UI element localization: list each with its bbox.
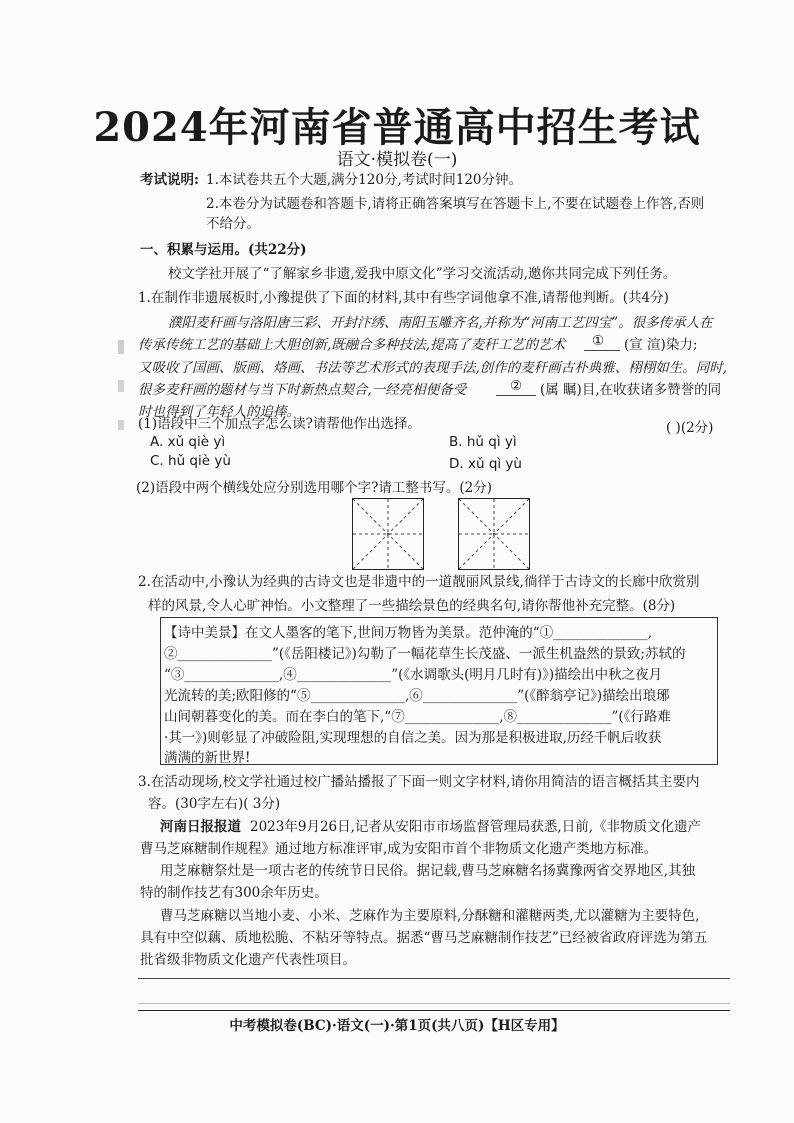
- poem-line[interactable]: “③______________,④______________”(《水调歌头(明月几时有)》)描绘出中秋之夜月: [164, 667, 663, 683]
- q1-option-d: D. xǔ qì yù: [449, 456, 522, 472]
- instruction-item-1: 1.本试卷共五个大题,满分120分,考试时间120分钟。: [206, 172, 522, 188]
- answer-line[interactable]: [138, 1003, 730, 1004]
- q1-option-c: C. hǔ qiè yù: [150, 453, 231, 469]
- q1-passage-line: 很多麦秆画的题材与当下时新热点契合,一经亮相便备受: [138, 382, 467, 398]
- section-heading: 一、积累与运用。(共22分): [140, 242, 307, 258]
- news-line: 曹马芝麻糖以当地小麦、小米、芝麻作为主要原料,分酥糖和灌糖两类,尤以灌糖为主要特色,: [160, 908, 700, 924]
- q1-blank-2-underline: [496, 395, 536, 396]
- q1-passage-line: 又吸收了国画、版画、烙画、书法等艺术形式的表现手法,创作的麦秆画古朴典雅、栩栩如生。同时,: [138, 360, 728, 376]
- instruction-item-2: 2.本卷分为试题卷和答题卡,请将正确答案填写在答题卡上,不要在试题卷上作答,否则: [206, 196, 705, 212]
- poem-line[interactable]: 【诗中美景】在文人墨客的笔下,世间万物皆为美景。范仲淹的“①______________,: [164, 625, 652, 641]
- q2-stem: 2.在活动中,小豫认为经典的古诗文也是非遗中的一道靓丽风景线,徜徉于古诗文的长廊中欣赏别: [138, 574, 700, 590]
- q1-blank-2: ②: [510, 378, 523, 394]
- instruction-item-2-cont: 不给分。: [206, 216, 260, 232]
- news-line: 具有中空似藕、质地松脆、不粘牙等特点。据悉“曹马芝麻糖制作技艺”已经被省政府评选为第五: [140, 930, 708, 946]
- q1-blank-1-options: (宣 渲)染力;: [624, 337, 698, 353]
- news-lead: 河南日报报道: [160, 819, 241, 835]
- margin-mark: [118, 340, 124, 354]
- exam-title: 2024年河南省普通高中招生考试: [93, 104, 701, 151]
- q3-stem-cont: 容。(30字左右)( 3分): [148, 796, 281, 812]
- q1-option-b: B. hǔ qì yì: [449, 434, 517, 450]
- writing-grid-box-2[interactable]: [458, 498, 530, 570]
- poem-line[interactable]: 山间朝暮变化的美。而在李白的笔下,“⑦______________,⑧______________”(《行路难: [164, 709, 671, 725]
- exam-subtitle: 语文·模拟卷(一): [336, 150, 458, 170]
- news-line: 特的制作技艺有300余年历史。: [140, 885, 328, 901]
- q1-sub2: (2)语段中两个横线处应分别选用哪个字?请工整书写。(2分): [136, 480, 492, 496]
- q1-blank-1-underline: [584, 350, 620, 351]
- news-line: 2023年9月26日,记者从安阳市市场监督管理局获悉,日前,《非物质文化遗产: [250, 819, 701, 835]
- poem-line[interactable]: ②______________”(《岳阳楼记》)勾勒了一幅花草生长茂盛、一派生机盎然的景致;苏轼的: [164, 646, 686, 662]
- news-line: 批省级非物质文化遗产代表性项目。: [140, 952, 356, 968]
- instructions-label: 考试说明:: [140, 172, 199, 188]
- q3-stem: 3.在活动现场,校文学社通过校广播站播报了下面一则文字材料,请你用简洁的语言概括其主要内: [138, 774, 700, 790]
- q1-blank-1: ①: [592, 333, 605, 349]
- writing-grid-box-1[interactable]: [352, 498, 424, 570]
- q1-option-a: A. xǔ qiè yì: [150, 434, 226, 450]
- section-intro: 校文学社开展了“了解家乡非遗,爱我中原文化”学习交流活动,邀你共同完成下列任务。: [168, 266, 677, 282]
- margin-mark: [118, 380, 124, 392]
- poem-line: 满满的新世界!: [164, 750, 251, 766]
- margin-mark: [118, 420, 124, 430]
- q1-passage-line: 濮阳麦秆画与洛阳唐三彩、开封汴绣、南阳玉雕齐名,并称为“河南工艺四宝”。很多传承人在: [168, 315, 713, 331]
- news-line: 曹马芝麻糖制作规程》通过地方标准评审,成为安阳市首个非物质文化遗产类地方标准。: [140, 841, 658, 857]
- q1-stem: 1.在制作非遗展板时,小豫提供了下面的材料,其中有些字词他拿不准,请帮他判断。(共4分): [138, 290, 669, 306]
- page-footer: 中考模拟卷(BC)·语文(一)·第1页(共八页)【H区专用】: [229, 1018, 565, 1034]
- q1-blank-2-options: (属 瞩)目,在收获诸多赞誉的同: [540, 382, 722, 398]
- poem-line[interactable]: 光流转的美;欧阳修的“⑤______________,⑥______________”(《醉翁亭记》)描绘出琅琊: [164, 688, 670, 704]
- q2-stem-cont: 样的风景,令人心旷神怡。小文整理了一些描绘景色的经典名句,请你帮他补充完整。(8分): [148, 598, 676, 614]
- q1-passage-line: 传承传统工艺的基础上大胆创新,既融合多种技法,提高了麦秆工艺的艺术: [138, 337, 566, 353]
- poem-line: ·其一》)则彰显了冲破险阻,实现理想的自信之美。因为那是积极进取,历经千帆后收获: [164, 730, 662, 746]
- q1-sub1-answer-slot: ( )(2分): [666, 420, 714, 436]
- news-line: 用芝麻糖祭灶是一项古老的传统节日民俗。据记载,曹马芝麻糖名扬冀豫两省交界地区,其独: [160, 863, 696, 879]
- q1-sub1: (1)语段中三个加点字怎么读?请帮他作出选择。: [138, 416, 421, 432]
- answer-line[interactable]: [138, 978, 730, 979]
- q1-passage-line: 时也得到了年轻人的追捧。: [138, 404, 300, 420]
- footer-rule: [138, 1010, 730, 1011]
